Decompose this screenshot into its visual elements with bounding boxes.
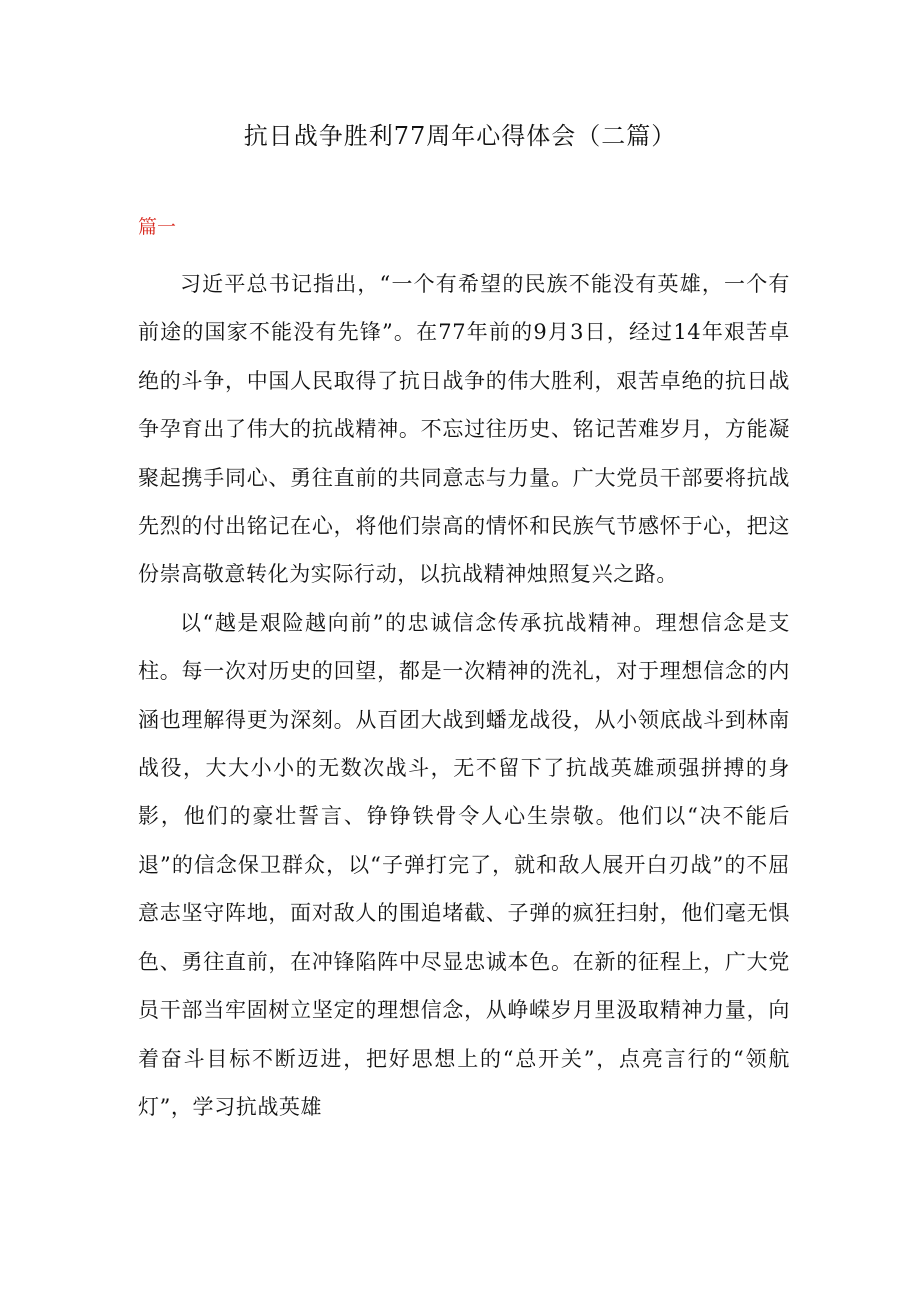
document-title: 抗日战争胜利77周年心得体会（二篇） [243,122,677,150]
body-text [138,260,790,1131]
section-label: 篇一 [138,216,177,238]
paragraph: 以“越是艰险越向前”的忠诚信念传承抗战精神。理想信念是支柱。每一次对历史的回望，都是一次精神的洗礼，对于理想信念的内涵也理解得更为深刻。从百团大战到蟠龙战役，从小领底战斗到林南战役，大大小小的无数次战斗，无不留下了抗战英雄顽强拼搏的身影，他们的豪壮誓言、铮铮铁骨令人心生崇敬。他们以“决不能后退”的信念保卫群众，以“子弹打完了，就和敌人展开白刃战”的不屈意志坚守阵地，面对敌人的围追堵截、子弹的疯狂扫射，他们毫无惧色、勇往直前，在冲锋陷阵中尽显忠诚本色。在新的征程上，广大党员干部当牢固树立坚定的理想信念，从峥嵘岁月里汲取精神力量，向着奋斗目标不断迈进，把好思想上的“总开关”，点亮言行的“领航灯”，学习抗战英雄 [138,610,790,1119]
paragraph: 习近平总书记指出，“一个有希望的民族不能没有英雄，一个有前途的国家不能没有先锋”。在77年前的9月3日，经过14年艰苦卓绝的斗争，中国人民取得了抗日战争的伟大胜利，艰苦卓绝的抗日战争孕育出了伟大的抗战精神。不忘过往历史、铭记苦难岁月，方能凝聚起携手同心、勇往直前的共同意志与力量。广大党员干部要将抗战先烈的付出铭记在心，将他们崇高的情怀和民族气节感怀于心，把这份崇高敬意转化为实际行动，以抗战精神烛照复兴之路。 [138,272,790,587]
